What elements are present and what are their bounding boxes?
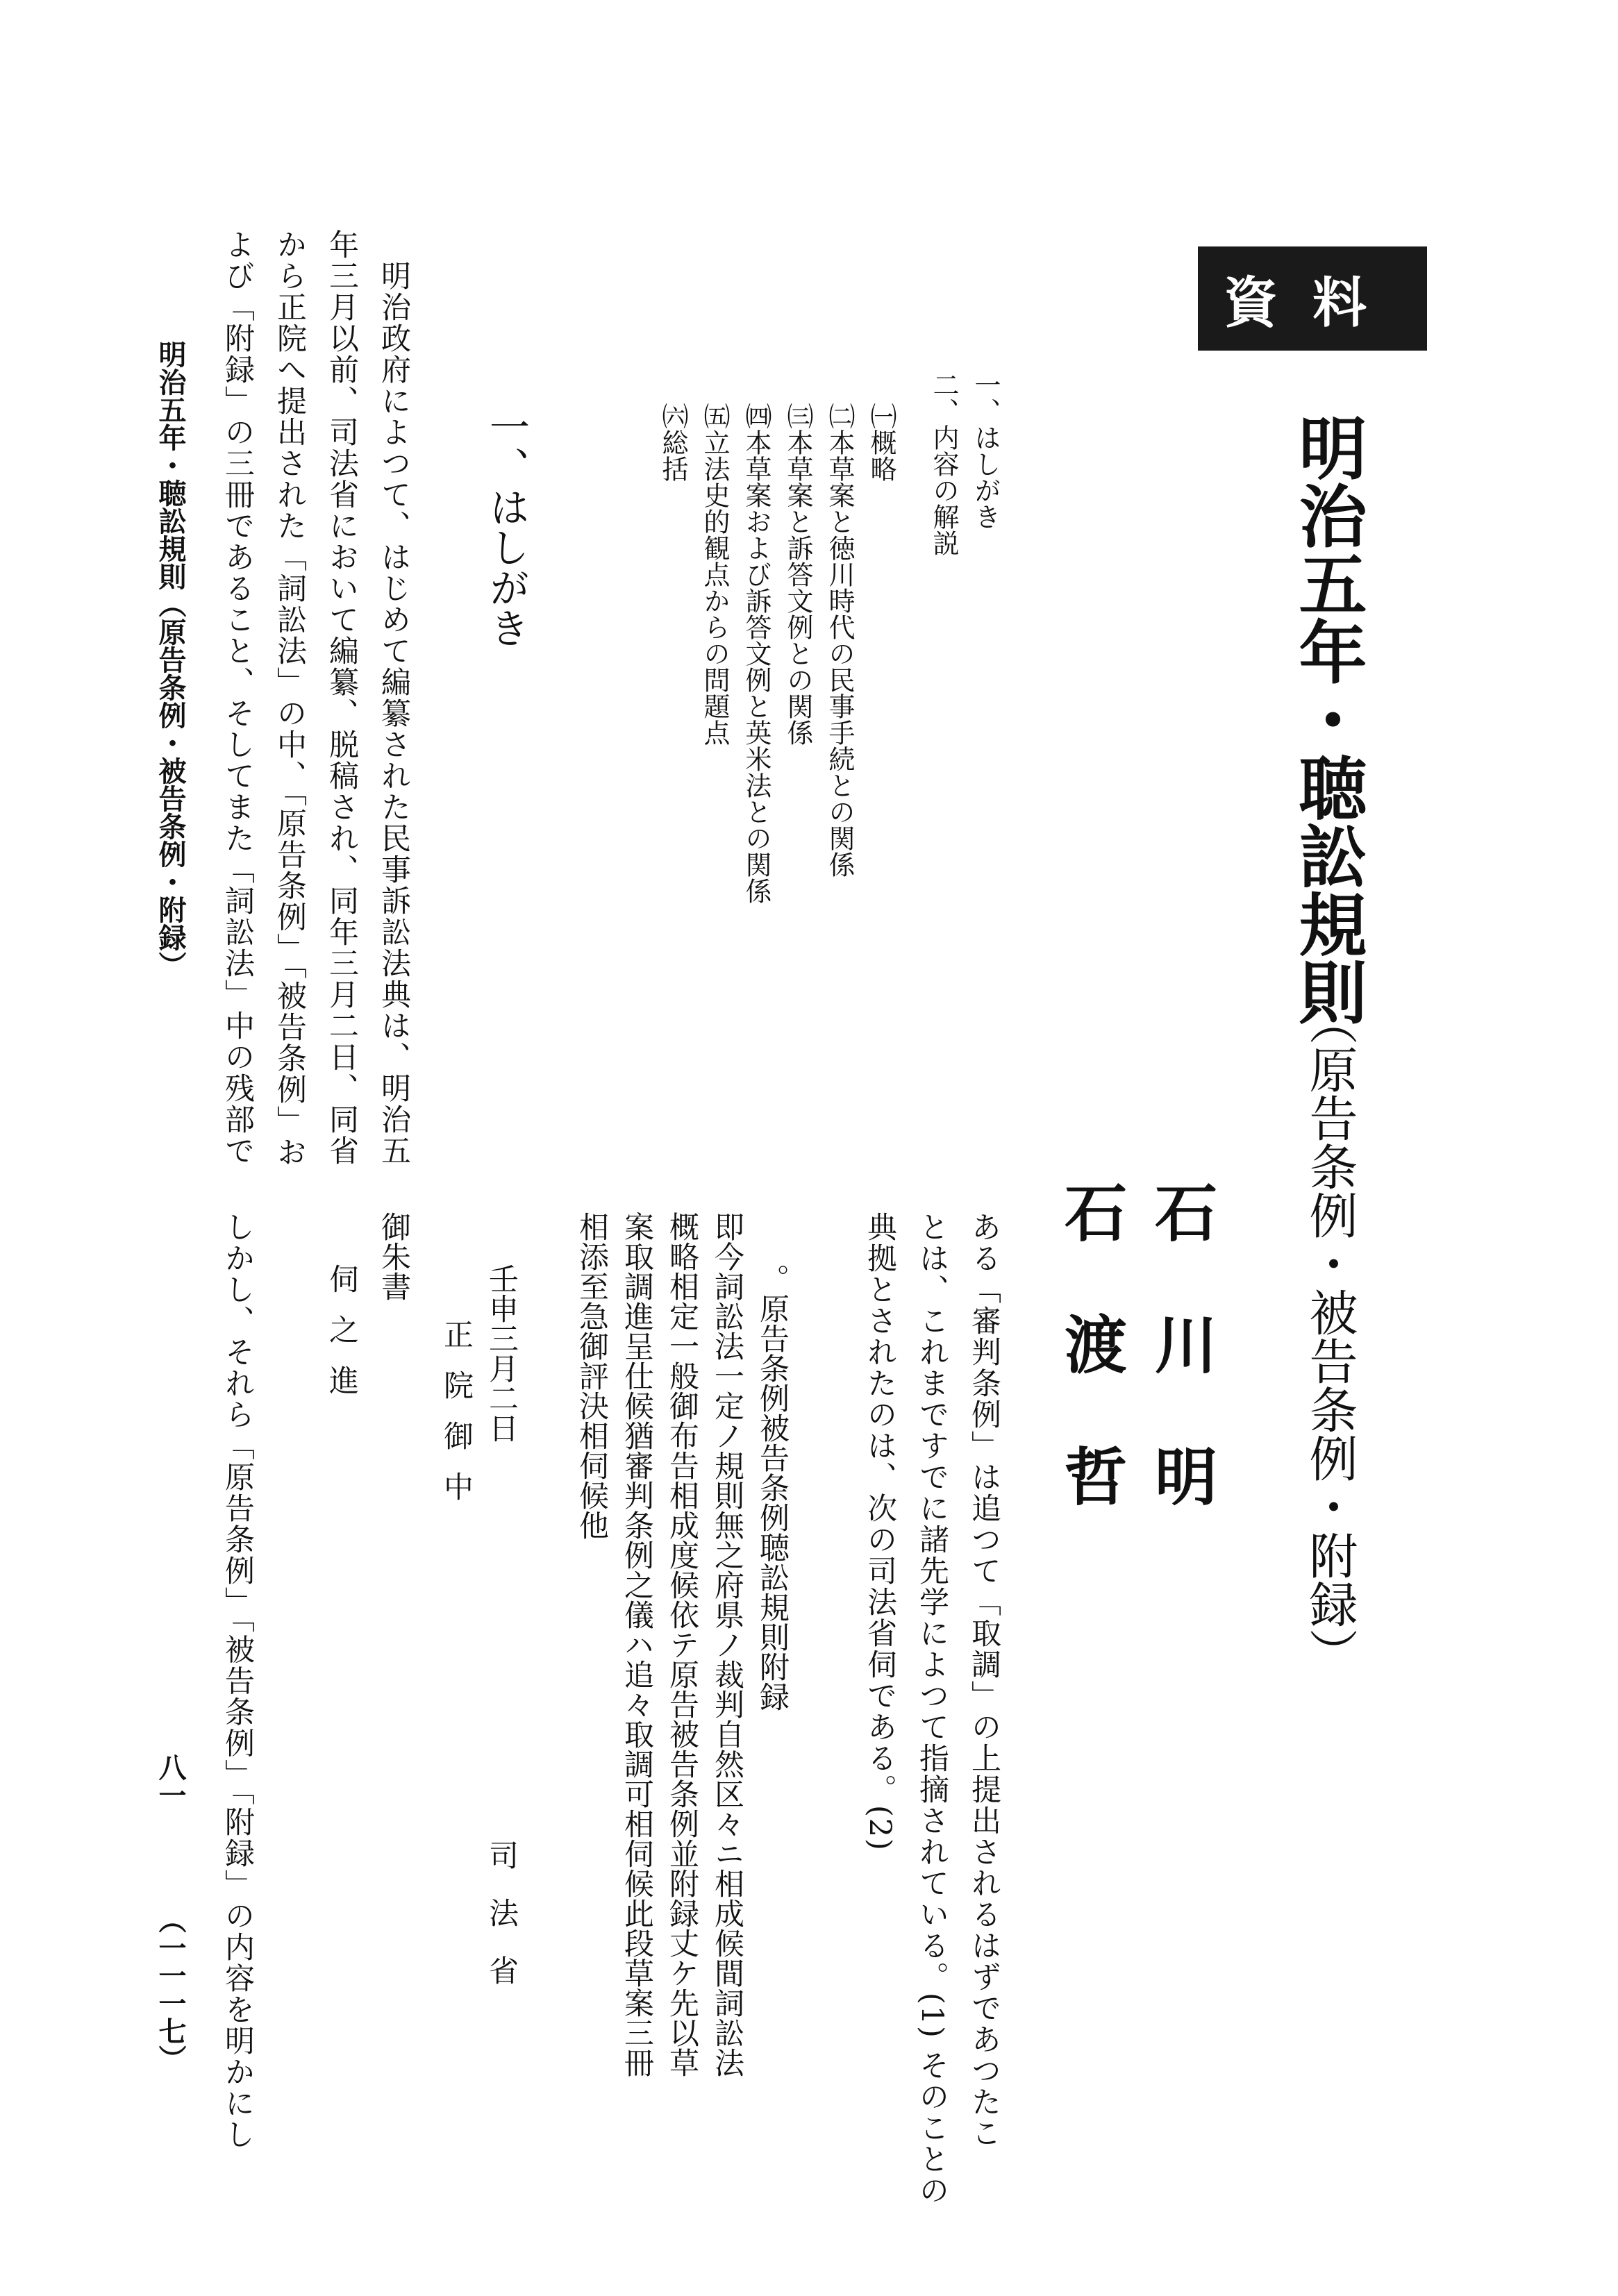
toc-item: ㈤立法史的観点からの問題点 xyxy=(699,403,730,746)
author-1: 石川明 xyxy=(1144,1180,1217,1576)
author-2: 石渡哲 xyxy=(1053,1180,1127,1576)
document-line: 。原告条例被告条例聴訟規則附録 xyxy=(755,1264,790,1711)
running-title: 明治五年・聴訟規則（原告条例・被告条例・附録） xyxy=(154,340,187,979)
toc-item: 一、はしがき xyxy=(970,371,1001,530)
intro-line: ある「審判条例」は追つて「取調」の上提出されるはずであつたこ xyxy=(967,1212,1001,2149)
section-line: よび「附録」の三冊であること、そしてまた「詞訟法」中の残部で xyxy=(220,229,255,1166)
article-subtitle: （原告条例・被告条例・附録） xyxy=(1301,996,1358,1677)
toc-item: ㈡本草案と徳川時代の民事手続との関係 xyxy=(824,403,855,878)
annotation-text: 伺之進 xyxy=(324,1264,359,1416)
toc-item: ㈢本草案と訴答文例との関係 xyxy=(783,403,813,746)
document-line: 案取調進呈仕候猶審判条例之儀ハ追々取調可相伺候此段草案三冊 xyxy=(619,1212,654,2077)
toc-item: 二、内容の解説 xyxy=(928,371,959,556)
toc-item: ㈥総括 xyxy=(658,403,688,482)
page-number: 八一 xyxy=(154,1753,187,1809)
section-line: 明治政府によつて、はじめて編纂された民事訴訟法典は、明治五 xyxy=(376,260,411,1166)
document-recipient: 正院御中 xyxy=(439,1319,474,1522)
document-line: 相添至急御評決相伺候他 xyxy=(574,1212,609,1540)
annotation-label: 御朱書 xyxy=(376,1212,411,1301)
toc-item: ㈠概略 xyxy=(866,403,896,482)
section-line: 年三月以前、司法省において編纂、脱稿され、同年三月二日、同省 xyxy=(324,229,359,1166)
document-line: 概略相定一般御布告相成度候依テ原告被告条例並附録丈ケ先以草 xyxy=(665,1212,699,2077)
page-number-alt: （一一一七） xyxy=(154,1906,187,2072)
document-line: 即今詞訟法一定ノ規則無之府県ノ裁判自然区々ニ相成候間詞訟法 xyxy=(710,1212,744,2077)
document-date: 壬申三月二日 xyxy=(484,1264,519,1443)
document-sender: 司法省 xyxy=(484,1840,519,2013)
toc-item: ㈣本草案および訴答文例と英米法との関係 xyxy=(741,403,772,904)
section-heading: 一、はしがき xyxy=(483,406,530,648)
intro-line: とは、これまですでに諸先学によつて指摘されている。(1) そのことの xyxy=(915,1212,949,2206)
article-title: 明治五年・聴訟規則 xyxy=(1287,413,1367,1025)
intro-line: 典拠とされたのは、次の司法省伺である。(2) xyxy=(862,1212,897,1852)
section-line: から正院へ提出された「詞訟法」の中、「原告条例」「被告条例」お xyxy=(272,229,307,1168)
section-label: 資料 xyxy=(1198,246,1427,351)
continuation-line: しかし、それら「原告条例」「被告条例」「附録」の内容を明かにし xyxy=(220,1212,255,2150)
